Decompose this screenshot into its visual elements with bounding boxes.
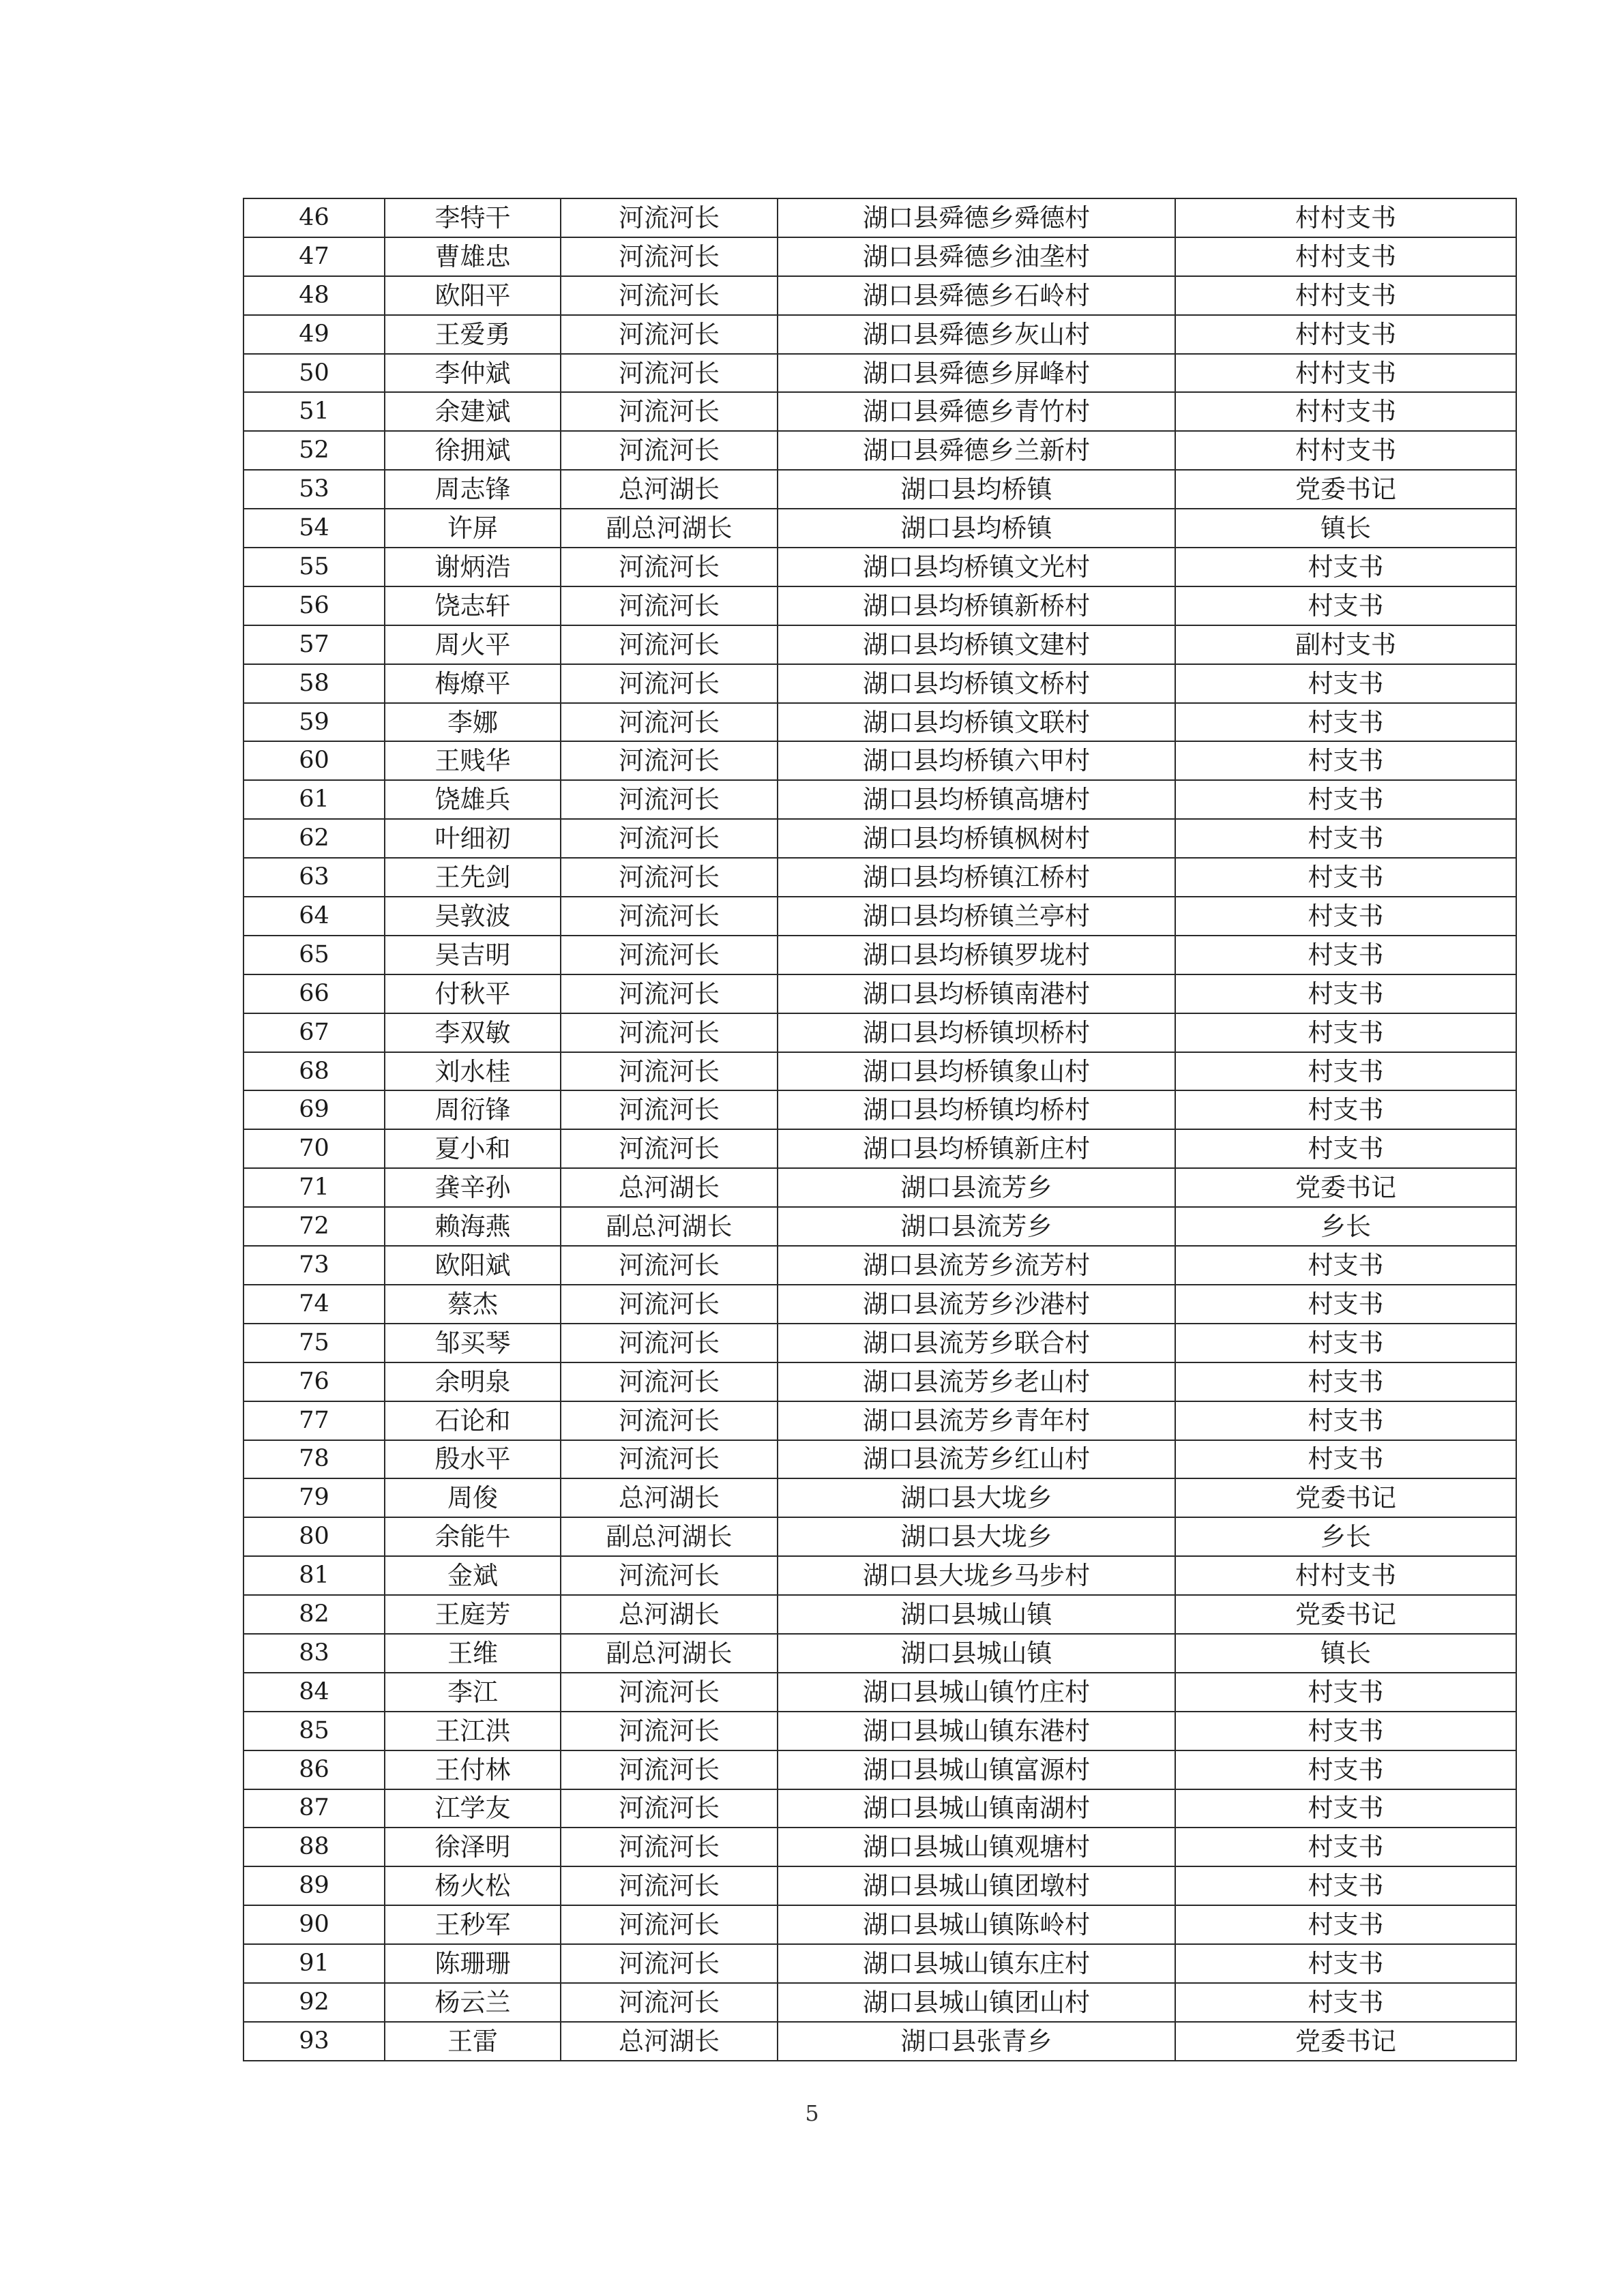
jurisdiction-cell: 湖口县均桥镇均桥村 xyxy=(778,1090,1175,1129)
table-row xyxy=(243,1944,1516,1983)
row-number-cell: 64 xyxy=(243,897,385,936)
row-number-cell: 91 xyxy=(243,1944,385,1983)
page-number: 5 xyxy=(805,2100,819,2126)
chief-role-cell: 河流河长 xyxy=(561,1983,778,2022)
jurisdiction-cell: 湖口县均桥镇文桥村 xyxy=(778,664,1175,703)
row-number-cell: 56 xyxy=(243,586,385,625)
position-title-cell: 村村支书 xyxy=(1175,1556,1516,1595)
table-row xyxy=(243,897,1516,936)
position-title-cell: 村支书 xyxy=(1175,780,1516,819)
position-title-cell: 村支书 xyxy=(1175,1673,1516,1712)
position-title-cell: 党委书记 xyxy=(1175,1595,1516,1634)
row-number-cell: 68 xyxy=(243,1052,385,1091)
chief-role-cell: 河流河长 xyxy=(561,1362,778,1401)
chief-role-cell: 河流河长 xyxy=(561,548,778,586)
jurisdiction-cell: 湖口县城山镇观塘村 xyxy=(778,1828,1175,1866)
row-number-cell: 71 xyxy=(243,1168,385,1207)
row-number-cell: 58 xyxy=(243,664,385,703)
jurisdiction-cell: 湖口县均桥镇坝桥村 xyxy=(778,1013,1175,1052)
river-chief-roster-table xyxy=(243,198,1517,2061)
person-name-cell: 饶雄兵 xyxy=(385,780,561,819)
jurisdiction-cell: 湖口县张青乡 xyxy=(778,2022,1175,2061)
jurisdiction-cell: 湖口县均桥镇六甲村 xyxy=(778,741,1175,780)
jurisdiction-cell: 湖口县均桥镇 xyxy=(778,470,1175,509)
jurisdiction-cell: 湖口县城山镇富源村 xyxy=(778,1750,1175,1789)
chief-role-cell: 河流河长 xyxy=(561,1013,778,1052)
position-title-cell: 村村支书 xyxy=(1175,237,1516,276)
chief-role-cell: 河流河长 xyxy=(561,1401,778,1440)
chief-role-cell: 河流河长 xyxy=(561,1440,778,1479)
position-title-cell: 乡长 xyxy=(1175,1207,1516,1246)
position-title-cell: 村支书 xyxy=(1175,1944,1516,1983)
person-name-cell: 欧阳斌 xyxy=(385,1246,561,1285)
person-name-cell: 周衍锋 xyxy=(385,1090,561,1129)
row-number-cell: 70 xyxy=(243,1129,385,1168)
position-title-cell: 村支书 xyxy=(1175,1362,1516,1401)
row-number-cell: 83 xyxy=(243,1634,385,1673)
row-number-cell: 52 xyxy=(243,431,385,470)
person-name-cell: 吴吉明 xyxy=(385,936,561,974)
row-number-cell: 66 xyxy=(243,974,385,1013)
jurisdiction-cell: 湖口县均桥镇高塘村 xyxy=(778,780,1175,819)
table-row xyxy=(243,974,1516,1013)
jurisdiction-cell: 湖口县城山镇东港村 xyxy=(778,1712,1175,1750)
chief-role-cell: 河流河长 xyxy=(561,237,778,276)
chief-role-cell: 河流河长 xyxy=(561,1052,778,1091)
person-name-cell: 刘水桂 xyxy=(385,1052,561,1091)
jurisdiction-cell: 湖口县流芳乡联合村 xyxy=(778,1324,1175,1362)
chief-role-cell: 副总河湖长 xyxy=(561,1634,778,1673)
person-name-cell: 赖海燕 xyxy=(385,1207,561,1246)
row-number-cell: 76 xyxy=(243,1362,385,1401)
table-row xyxy=(243,664,1516,703)
jurisdiction-cell: 湖口县城山镇东庄村 xyxy=(778,1944,1175,1983)
chief-role-cell: 河流河长 xyxy=(561,1129,778,1168)
position-title-cell: 村村支书 xyxy=(1175,315,1516,354)
table-row xyxy=(243,741,1516,780)
chief-role-cell: 总河湖长 xyxy=(561,1478,778,1517)
jurisdiction-cell: 湖口县均桥镇罗垅村 xyxy=(778,936,1175,974)
table-row xyxy=(243,1324,1516,1362)
jurisdiction-cell: 湖口县舜德乡舜德村 xyxy=(778,198,1175,237)
chief-role-cell: 河流河长 xyxy=(561,780,778,819)
chief-role-cell: 河流河长 xyxy=(561,276,778,315)
table-row xyxy=(243,1673,1516,1712)
table-row xyxy=(243,431,1516,470)
row-number-cell: 55 xyxy=(243,548,385,586)
person-name-cell: 王爱勇 xyxy=(385,315,561,354)
row-number-cell: 81 xyxy=(243,1556,385,1595)
person-name-cell: 周火平 xyxy=(385,625,561,664)
chief-role-cell: 河流河长 xyxy=(561,1090,778,1129)
row-number-cell: 59 xyxy=(243,703,385,742)
person-name-cell: 杨云兰 xyxy=(385,1983,561,2022)
table-row xyxy=(243,548,1516,586)
row-number-cell: 57 xyxy=(243,625,385,664)
jurisdiction-cell: 湖口县均桥镇南港村 xyxy=(778,974,1175,1013)
row-number-cell: 72 xyxy=(243,1207,385,1246)
position-title-cell: 村支书 xyxy=(1175,1866,1516,1905)
jurisdiction-cell: 湖口县流芳乡 xyxy=(778,1207,1175,1246)
position-title-cell: 镇长 xyxy=(1175,1634,1516,1673)
jurisdiction-cell: 湖口县流芳乡 xyxy=(778,1168,1175,1207)
table-row xyxy=(243,315,1516,354)
position-title-cell: 村支书 xyxy=(1175,1129,1516,1168)
chief-role-cell: 河流河长 xyxy=(561,1673,778,1712)
table-row xyxy=(243,509,1516,548)
position-title-cell: 村支书 xyxy=(1175,1905,1516,1944)
person-name-cell: 王付林 xyxy=(385,1750,561,1789)
person-name-cell: 付秋平 xyxy=(385,974,561,1013)
jurisdiction-cell: 湖口县流芳乡流芳村 xyxy=(778,1246,1175,1285)
table-row xyxy=(243,1207,1516,1246)
chief-role-cell: 河流河长 xyxy=(561,1324,778,1362)
person-name-cell: 金斌 xyxy=(385,1556,561,1595)
chief-role-cell: 河流河长 xyxy=(561,354,778,393)
position-title-cell: 村支书 xyxy=(1175,1440,1516,1479)
person-name-cell: 徐泽明 xyxy=(385,1828,561,1866)
chief-role-cell: 河流河长 xyxy=(561,1750,778,1789)
jurisdiction-cell: 湖口县舜德乡屏峰村 xyxy=(778,354,1175,393)
position-title-cell: 党委书记 xyxy=(1175,2022,1516,2061)
jurisdiction-cell: 湖口县均桥镇枫树村 xyxy=(778,819,1175,858)
row-number-cell: 65 xyxy=(243,936,385,974)
person-name-cell: 叶细初 xyxy=(385,819,561,858)
jurisdiction-cell: 湖口县均桥镇文建村 xyxy=(778,625,1175,664)
chief-role-cell: 河流河长 xyxy=(561,1866,778,1905)
position-title-cell: 村支书 xyxy=(1175,1983,1516,2022)
position-title-cell: 村支书 xyxy=(1175,1828,1516,1866)
row-number-cell: 73 xyxy=(243,1246,385,1285)
position-title-cell: 村支书 xyxy=(1175,858,1516,897)
position-title-cell: 村支书 xyxy=(1175,1789,1516,1828)
person-name-cell: 王贱华 xyxy=(385,741,561,780)
row-number-cell: 79 xyxy=(243,1478,385,1517)
table-row xyxy=(243,586,1516,625)
position-title-cell: 党委书记 xyxy=(1175,1168,1516,1207)
jurisdiction-cell: 湖口县城山镇 xyxy=(778,1595,1175,1634)
jurisdiction-cell: 湖口县均桥镇新庄村 xyxy=(778,1129,1175,1168)
chief-role-cell: 河流河长 xyxy=(561,1556,778,1595)
position-title-cell: 村支书 xyxy=(1175,1052,1516,1091)
chief-role-cell: 河流河长 xyxy=(561,974,778,1013)
table-row xyxy=(243,936,1516,974)
person-name-cell: 杨火松 xyxy=(385,1866,561,1905)
table-row xyxy=(243,1750,1516,1789)
person-name-cell: 陈珊珊 xyxy=(385,1944,561,1983)
table-row xyxy=(243,1634,1516,1673)
row-number-cell: 54 xyxy=(243,509,385,548)
table-row xyxy=(243,1595,1516,1634)
position-title-cell: 村村支书 xyxy=(1175,276,1516,315)
table-row xyxy=(243,819,1516,858)
jurisdiction-cell: 湖口县均桥镇 xyxy=(778,509,1175,548)
person-name-cell: 夏小和 xyxy=(385,1129,561,1168)
table-row xyxy=(243,1246,1516,1285)
row-number-cell: 46 xyxy=(243,198,385,237)
table-row xyxy=(243,1052,1516,1091)
row-number-cell: 47 xyxy=(243,237,385,276)
person-name-cell: 邹买琴 xyxy=(385,1324,561,1362)
person-name-cell: 王秒军 xyxy=(385,1905,561,1944)
position-title-cell: 村支书 xyxy=(1175,974,1516,1013)
position-title-cell: 村支书 xyxy=(1175,741,1516,780)
chief-role-cell: 河流河长 xyxy=(561,315,778,354)
position-title-cell: 村支书 xyxy=(1175,703,1516,742)
person-name-cell: 梅燎平 xyxy=(385,664,561,703)
row-number-cell: 80 xyxy=(243,1517,385,1556)
row-number-cell: 78 xyxy=(243,1440,385,1479)
position-title-cell: 村支书 xyxy=(1175,1750,1516,1789)
table-row xyxy=(243,1440,1516,1479)
table-row xyxy=(243,237,1516,276)
position-title-cell: 镇长 xyxy=(1175,509,1516,548)
jurisdiction-cell: 湖口县舜德乡青竹村 xyxy=(778,392,1175,431)
table-row xyxy=(243,1013,1516,1052)
person-name-cell: 李仲斌 xyxy=(385,354,561,393)
chief-role-cell: 河流河长 xyxy=(561,1789,778,1828)
person-name-cell: 余建斌 xyxy=(385,392,561,431)
table-row xyxy=(243,1556,1516,1595)
table-row xyxy=(243,1789,1516,1828)
jurisdiction-cell: 湖口县均桥镇新桥村 xyxy=(778,586,1175,625)
row-number-cell: 88 xyxy=(243,1828,385,1866)
row-number-cell: 84 xyxy=(243,1673,385,1712)
table-row xyxy=(243,1168,1516,1207)
jurisdiction-cell: 湖口县大垅乡马步村 xyxy=(778,1556,1175,1595)
chief-role-cell: 河流河长 xyxy=(561,703,778,742)
person-name-cell: 周俊 xyxy=(385,1478,561,1517)
chief-role-cell: 河流河长 xyxy=(561,392,778,431)
jurisdiction-cell: 湖口县均桥镇象山村 xyxy=(778,1052,1175,1091)
table-row xyxy=(243,780,1516,819)
table-row xyxy=(243,354,1516,393)
row-number-cell: 93 xyxy=(243,2022,385,2061)
position-title-cell: 村支书 xyxy=(1175,897,1516,936)
table-row xyxy=(243,625,1516,664)
person-name-cell: 李双敏 xyxy=(385,1013,561,1052)
row-number-cell: 62 xyxy=(243,819,385,858)
chief-role-cell: 河流河长 xyxy=(561,819,778,858)
chief-role-cell: 副总河湖长 xyxy=(561,509,778,548)
person-name-cell: 徐拥斌 xyxy=(385,431,561,470)
row-number-cell: 51 xyxy=(243,392,385,431)
table-row xyxy=(243,1983,1516,2022)
row-number-cell: 50 xyxy=(243,354,385,393)
position-title-cell: 村支书 xyxy=(1175,548,1516,586)
jurisdiction-cell: 湖口县城山镇团墩村 xyxy=(778,1866,1175,1905)
position-title-cell: 村支书 xyxy=(1175,1324,1516,1362)
position-title-cell: 村支书 xyxy=(1175,1712,1516,1750)
jurisdiction-cell: 湖口县城山镇陈岭村 xyxy=(778,1905,1175,1944)
row-number-cell: 85 xyxy=(243,1712,385,1750)
table-row xyxy=(243,392,1516,431)
jurisdiction-cell: 湖口县城山镇 xyxy=(778,1634,1175,1673)
chief-role-cell: 河流河长 xyxy=(561,198,778,237)
person-name-cell: 王江洪 xyxy=(385,1712,561,1750)
position-title-cell: 村支书 xyxy=(1175,1013,1516,1052)
chief-role-cell: 总河湖长 xyxy=(561,1168,778,1207)
jurisdiction-cell: 湖口县舜德乡石岭村 xyxy=(778,276,1175,315)
jurisdiction-cell: 湖口县舜德乡油垄村 xyxy=(778,237,1175,276)
table-row xyxy=(243,858,1516,897)
chief-role-cell: 河流河长 xyxy=(561,1944,778,1983)
table-row xyxy=(243,1517,1516,1556)
table-row xyxy=(243,198,1516,237)
person-name-cell: 殷水平 xyxy=(385,1440,561,1479)
position-title-cell: 村村支书 xyxy=(1175,431,1516,470)
table-row xyxy=(243,1478,1516,1517)
jurisdiction-cell: 湖口县舜德乡灰山村 xyxy=(778,315,1175,354)
jurisdiction-cell: 湖口县均桥镇江桥村 xyxy=(778,858,1175,897)
chief-role-cell: 河流河长 xyxy=(561,897,778,936)
table-row xyxy=(243,1285,1516,1324)
position-title-cell: 村村支书 xyxy=(1175,354,1516,393)
position-title-cell: 村支书 xyxy=(1175,1246,1516,1285)
table-row xyxy=(243,276,1516,315)
jurisdiction-cell: 湖口县均桥镇兰亭村 xyxy=(778,897,1175,936)
position-title-cell: 党委书记 xyxy=(1175,470,1516,509)
jurisdiction-cell: 湖口县大垅乡 xyxy=(778,1517,1175,1556)
person-name-cell: 李娜 xyxy=(385,703,561,742)
table-row xyxy=(243,1866,1516,1905)
chief-role-cell: 河流河长 xyxy=(561,1285,778,1324)
person-name-cell: 王先剑 xyxy=(385,858,561,897)
row-number-cell: 77 xyxy=(243,1401,385,1440)
person-name-cell: 王雷 xyxy=(385,2022,561,2061)
position-title-cell: 村支书 xyxy=(1175,819,1516,858)
row-number-cell: 92 xyxy=(243,1983,385,2022)
jurisdiction-cell: 湖口县均桥镇文光村 xyxy=(778,548,1175,586)
row-number-cell: 53 xyxy=(243,470,385,509)
chief-role-cell: 河流河长 xyxy=(561,431,778,470)
position-title-cell: 村支书 xyxy=(1175,1285,1516,1324)
row-number-cell: 82 xyxy=(243,1595,385,1634)
person-name-cell: 曹雄忠 xyxy=(385,237,561,276)
chief-role-cell: 总河湖长 xyxy=(561,1595,778,1634)
table-row xyxy=(243,2022,1516,2061)
chief-role-cell: 总河湖长 xyxy=(561,2022,778,2061)
jurisdiction-cell: 湖口县流芳乡沙港村 xyxy=(778,1285,1175,1324)
person-name-cell: 蔡杰 xyxy=(385,1285,561,1324)
person-name-cell: 欧阳平 xyxy=(385,276,561,315)
table-row xyxy=(243,703,1516,742)
person-name-cell: 余能牛 xyxy=(385,1517,561,1556)
row-number-cell: 90 xyxy=(243,1905,385,1944)
jurisdiction-cell: 湖口县舜德乡兰新村 xyxy=(778,431,1175,470)
jurisdiction-cell: 湖口县城山镇团山村 xyxy=(778,1983,1175,2022)
chief-role-cell: 河流河长 xyxy=(561,625,778,664)
person-name-cell: 王庭芳 xyxy=(385,1595,561,1634)
chief-role-cell: 河流河长 xyxy=(561,1712,778,1750)
jurisdiction-cell: 湖口县流芳乡青年村 xyxy=(778,1401,1175,1440)
person-name-cell: 周志锋 xyxy=(385,470,561,509)
chief-role-cell: 河流河长 xyxy=(561,664,778,703)
chief-role-cell: 河流河长 xyxy=(561,936,778,974)
row-number-cell: 48 xyxy=(243,276,385,315)
jurisdiction-cell: 湖口县流芳乡红山村 xyxy=(778,1440,1175,1479)
jurisdiction-cell: 湖口县均桥镇文联村 xyxy=(778,703,1175,742)
table-row xyxy=(243,1712,1516,1750)
position-title-cell: 副村支书 xyxy=(1175,625,1516,664)
position-title-cell: 村支书 xyxy=(1175,664,1516,703)
row-number-cell: 86 xyxy=(243,1750,385,1789)
person-name-cell: 江学友 xyxy=(385,1789,561,1828)
roster-table-body xyxy=(243,198,1516,2061)
jurisdiction-cell: 湖口县城山镇竹庄村 xyxy=(778,1673,1175,1712)
person-name-cell: 石论和 xyxy=(385,1401,561,1440)
person-name-cell: 许屏 xyxy=(385,509,561,548)
chief-role-cell: 副总河湖长 xyxy=(561,1517,778,1556)
row-number-cell: 49 xyxy=(243,315,385,354)
person-name-cell: 吴敦波 xyxy=(385,897,561,936)
jurisdiction-cell: 湖口县流芳乡老山村 xyxy=(778,1362,1175,1401)
table-row xyxy=(243,1129,1516,1168)
position-title-cell: 村支书 xyxy=(1175,1401,1516,1440)
chief-role-cell: 河流河长 xyxy=(561,741,778,780)
person-name-cell: 李江 xyxy=(385,1673,561,1712)
chief-role-cell: 河流河长 xyxy=(561,1828,778,1866)
position-title-cell: 村村支书 xyxy=(1175,392,1516,431)
table-row xyxy=(243,1828,1516,1866)
position-title-cell: 村支书 xyxy=(1175,936,1516,974)
row-number-cell: 75 xyxy=(243,1324,385,1362)
table-row xyxy=(243,1401,1516,1440)
position-title-cell: 村支书 xyxy=(1175,586,1516,625)
table-row xyxy=(243,1905,1516,1944)
table-row xyxy=(243,1090,1516,1129)
position-title-cell: 党委书记 xyxy=(1175,1478,1516,1517)
chief-role-cell: 总河湖长 xyxy=(561,470,778,509)
row-number-cell: 60 xyxy=(243,741,385,780)
row-number-cell: 89 xyxy=(243,1866,385,1905)
position-title-cell: 村村支书 xyxy=(1175,198,1516,237)
jurisdiction-cell: 湖口县城山镇南湖村 xyxy=(778,1789,1175,1828)
person-name-cell: 谢炳浩 xyxy=(385,548,561,586)
row-number-cell: 74 xyxy=(243,1285,385,1324)
row-number-cell: 63 xyxy=(243,858,385,897)
chief-role-cell: 河流河长 xyxy=(561,586,778,625)
person-name-cell: 余明泉 xyxy=(385,1362,561,1401)
person-name-cell: 龚辛孙 xyxy=(385,1168,561,1207)
position-title-cell: 村支书 xyxy=(1175,1090,1516,1129)
person-name-cell: 饶志轩 xyxy=(385,586,561,625)
row-number-cell: 67 xyxy=(243,1013,385,1052)
table-row xyxy=(243,1362,1516,1401)
person-name-cell: 李特干 xyxy=(385,198,561,237)
person-name-cell: 王维 xyxy=(385,1634,561,1673)
position-title-cell: 乡长 xyxy=(1175,1517,1516,1556)
chief-role-cell: 河流河长 xyxy=(561,858,778,897)
row-number-cell: 69 xyxy=(243,1090,385,1129)
row-number-cell: 87 xyxy=(243,1789,385,1828)
chief-role-cell: 河流河长 xyxy=(561,1246,778,1285)
table-row xyxy=(243,470,1516,509)
row-number-cell: 61 xyxy=(243,780,385,819)
chief-role-cell: 河流河长 xyxy=(561,1905,778,1944)
chief-role-cell: 副总河湖长 xyxy=(561,1207,778,1246)
jurisdiction-cell: 湖口县大垅乡 xyxy=(778,1478,1175,1517)
